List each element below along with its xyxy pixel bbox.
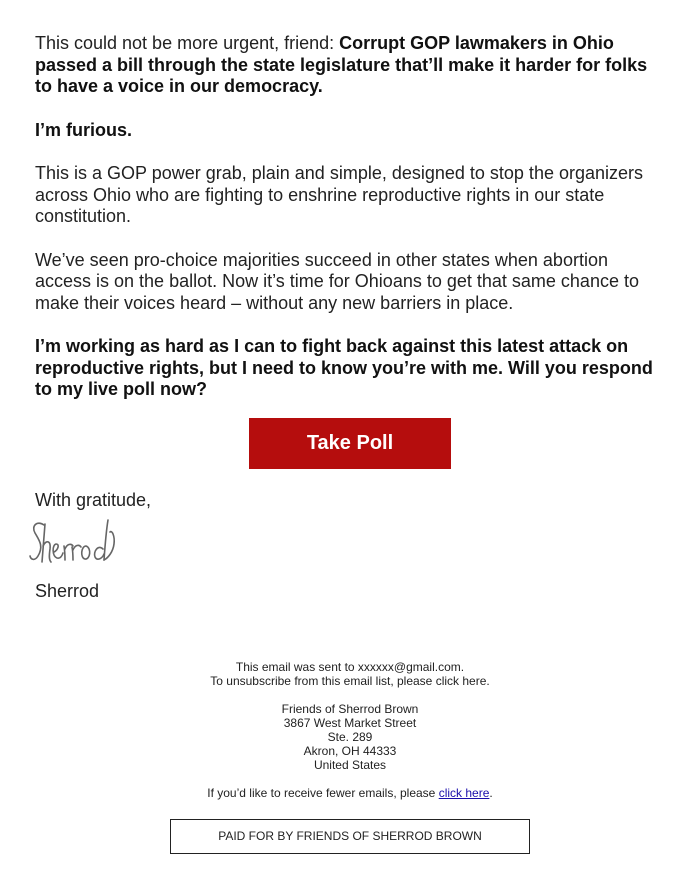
org-name: Friends of Sherrod Brown	[281, 702, 419, 716]
sent-to-line: This email was sent to xxxxxx@gmail.com.	[235, 660, 465, 674]
email-footer	[0, 660, 700, 800]
paid-for-disclaimer: PAID FOR BY FRIENDS OF SHERROD BROWN	[170, 819, 530, 854]
take-poll-button-container	[249, 418, 451, 469]
address-city: Akron, OH 44333	[303, 744, 397, 758]
intro-bold-text: Corrupt GOP lawmakers in Ohio passed a bill through the state legislature that’ll make it harder for folks to have a voice in our democracy.	[35, 33, 648, 96]
unsubscribe-line[interactable]: To unsubscribe from this email list, please click here.	[210, 674, 490, 688]
signer-name: Sherrod	[35, 581, 100, 601]
closing-line: With gratitude,	[35, 490, 152, 510]
address-country: United States	[313, 758, 387, 772]
address-suite: Ste. 289	[327, 730, 373, 744]
take-poll-button[interactable]: Take Poll	[249, 418, 451, 469]
furious-paragraph: I’m furious.	[35, 119, 133, 140]
fewer-emails-link[interactable]: click here	[438, 786, 490, 800]
pro-choice-paragraph: We’ve seen pro-choice majorities succeed in other states when abortion access is on the ballot. Now it’s time for Ohioans to get that same chance to make their voices heard – without any new barriers in place.	[35, 249, 639, 313]
intro-text: This could not be more urgent, friend:	[35, 33, 340, 53]
signature-image	[28, 516, 128, 572]
call-to-action-paragraph: I’m working as hard as I can to fight back against this latest attack on reproductive rights, but I need to know you’re with me. Will you respond to my live poll now?	[35, 336, 653, 399]
power-grab-paragraph: This is a GOP power grab, plain and simple, designed to stop the organizers across Ohio who are fighting to enshrine reproductive rights in our state constitution.	[35, 163, 644, 226]
intro-paragraph	[35, 33, 665, 98]
address-street: 3867 West Market Street	[283, 716, 417, 730]
recipient-email: xxxxxx@gmail.com	[357, 660, 461, 674]
fewer-emails-line: If you’d like to receive fewer emails, please click here.	[207, 786, 493, 800]
email-body	[35, 33, 665, 423]
